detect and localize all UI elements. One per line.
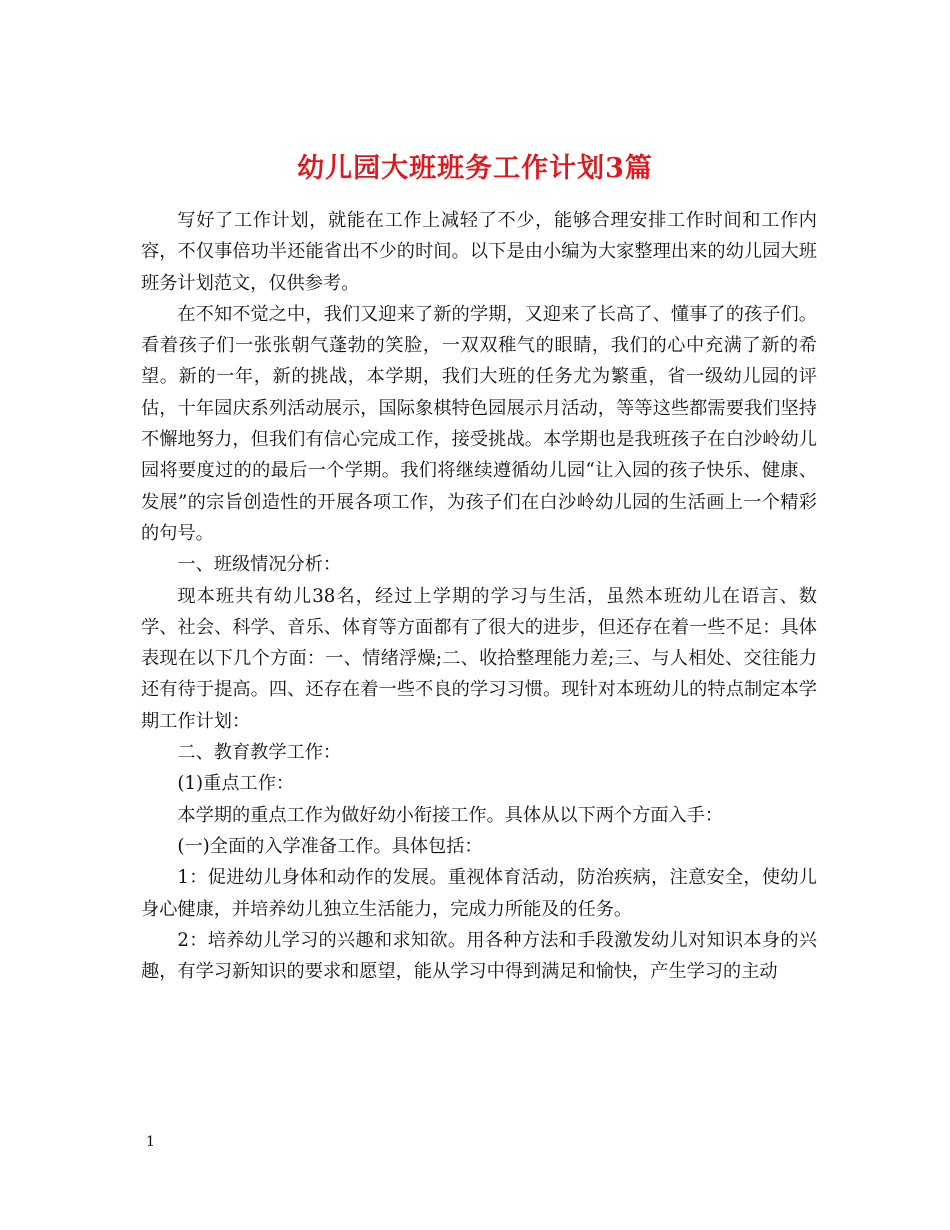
document-title: 幼儿园大班班务工作计划3篇 xyxy=(297,153,653,185)
section-heading-teaching-work: 二、教育教学工作： xyxy=(177,742,342,764)
subheading-school-readiness: (一)全面的入学准备工作。具体包括： xyxy=(177,835,483,857)
paragraph-key-work: 本学期的重点工作为做好幼小衔接工作。具体从以下两个方面入手： xyxy=(177,804,724,826)
page-number: 1 xyxy=(146,1134,155,1150)
list-item-learning-interest: 2：培养幼儿学习的兴趣和求知欲。用各种方法和手段激发幼儿对知识本身的兴趣，有学习新知识的要求和愿望，能从学习中得到满足和愉快，产生学习的主动 xyxy=(141,929,817,983)
section-heading-class-analysis: 一、班级情况分析： xyxy=(177,554,342,576)
subheading-key-work: (1)重点工作： xyxy=(177,773,295,795)
document-body xyxy=(141,205,817,987)
paragraph-intro: 写好了工作计划，就能在工作上减轻了不少，能够合理安排工作时间和工作内容，不仅事倍功半还能省出不少的时间。以下是由小编为大家整理出来的幼儿园大班班务计划范文，仅供参考。 xyxy=(141,210,817,294)
list-item-physical-development: 1：促进幼儿身体和动作的发展。重视体育活动，防治疾病，注意安全，使幼儿身心健康，并培养幼儿独立生活能力，完成力所能及的任务。 xyxy=(141,867,817,920)
paragraph-semester-overview: 在不知不觉之中，我们又迎来了新的学期，又迎来了长高了、懂事了的孩子们。看着孩子们一张张朝气蓬勃的笑脸，一双双稚气的眼睛，我们的心中充满了新的希望。新的一年，新的挑战，本学期，我们大班的任务尤为繁重，省一级幼儿园的评估，十年园庆系列活动展示，国际象棋特色园展示月活动，等等这些都需要我们坚持不懈地努力，但我们有信心完成工作，接受挑战。本学期也是我班孩子在白沙岭幼儿园将要度过的的最后一个学期。我们将继续遵循幼儿园“让入园的孩子快乐、健康、发展”的宗旨创造性的开展各项工作，为孩子们在白沙岭幼儿园的生活画上一个精彩的句号。 xyxy=(141,303,817,544)
paragraph-class-analysis: 现本班共有幼儿38名，经过上学期的学习与生活，虽然本班幼儿在语言、数学、社会、科学、音乐、体育等方面都有了很大的进步，但还存在着一些不足：具体表现在以下几个方面：一、情绪浮燥;二、收拾整理能力差;三、与人相处、交往能力还有待于提高。四、还存在着一些不良的学习习惯。现针对本班幼儿的特点制定本学期工作计划： xyxy=(141,585,817,732)
